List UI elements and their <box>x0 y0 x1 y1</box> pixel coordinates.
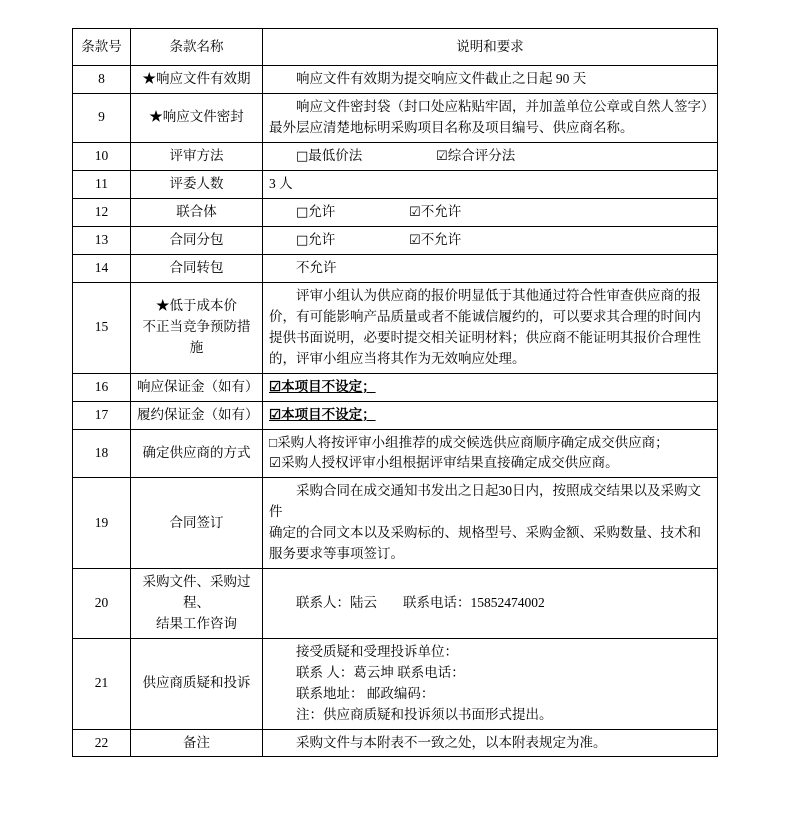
checkbox-unchecked-icon: □ <box>296 148 309 164</box>
clause-name: 响应保证金（如有） <box>131 373 263 401</box>
clause-name: 确定供应商的方式 <box>131 429 263 478</box>
option-label: 综合评分法 <box>447 147 516 163</box>
clause-name: 合同签订 <box>131 478 263 569</box>
option-not-allow[interactable] <box>382 230 461 251</box>
clause-description <box>263 478 718 569</box>
checkbox-checked-icon: ☑ <box>436 148 448 164</box>
desc-line: 联系 人：葛云坤 联系电话： <box>296 664 465 680</box>
table-row <box>73 255 718 283</box>
table-row <box>73 66 718 94</box>
table-row <box>73 283 718 374</box>
desc-emphasis: ☑本项目不设定； <box>269 378 376 394</box>
table-row <box>73 638 718 729</box>
clause-description <box>263 729 718 757</box>
clause-description <box>263 283 718 374</box>
table-row <box>73 569 718 639</box>
desc-line: 的，评审小组应当将其作为无效响应处理。 <box>269 350 526 366</box>
option-allow[interactable] <box>269 202 335 223</box>
option-by-committee[interactable]: ☑采购人授权评审小组根据评审结果直接确定成交供应商。 <box>269 455 619 471</box>
checkbox-unchecked-icon: □ <box>296 204 309 220</box>
clause-name: 备注 <box>131 729 263 757</box>
clause-description <box>263 66 718 94</box>
desc-line: 接受质疑和受理投诉单位： <box>296 643 458 659</box>
clause-no: 17 <box>73 401 131 429</box>
desc-line: 不允许 <box>296 260 337 276</box>
clause-no: 16 <box>73 373 131 401</box>
checkbox-unchecked-icon: □ <box>296 232 309 248</box>
clause-no: 20 <box>73 569 131 639</box>
clause-description: 3 人 <box>263 170 718 198</box>
clause-name: 履约保证金（如有） <box>131 401 263 429</box>
option-label: 允许 <box>308 231 336 247</box>
clause-name <box>131 283 263 374</box>
clause-description <box>263 401 718 429</box>
desc-line: 响应文件密封袋（封口处应粘贴牢固，并加盖单位公章或自然人签字） <box>296 98 715 114</box>
clause-name: ★响应文件密封 <box>131 93 263 142</box>
clause-no: 8 <box>73 66 131 94</box>
checkbox-checked-icon: ☑ <box>409 232 421 248</box>
desc-line: 最外层应清楚地标明采购项目名称及项目编号、供应商名称。 <box>269 119 634 135</box>
clause-no: 13 <box>73 226 131 254</box>
table-header <box>73 29 718 66</box>
option-comprehensive-scoring[interactable] <box>409 146 515 167</box>
clause-description <box>263 638 718 729</box>
desc-line: 价，有可能影响产品质量或者不能诚信履约的，可以要求其合理的时间内 <box>269 308 701 324</box>
clause-no: 9 <box>73 93 131 142</box>
clause-description <box>263 255 718 283</box>
clause-no: 12 <box>73 198 131 226</box>
option-label: 允许 <box>308 203 336 219</box>
option-label: 最低价法 <box>308 147 363 163</box>
clause-name: 评审方法 <box>131 142 263 170</box>
checkbox-checked-icon: ☑ <box>409 204 421 220</box>
desc-line: 注：供应商质疑和投诉须以书面形式提出。 <box>296 706 553 722</box>
desc-line: 采购合同在成交通知书发出之日起30日内，按照成交结果以及采购文件 <box>269 483 701 520</box>
option-not-allow[interactable] <box>382 202 461 223</box>
clause-name-line: 结果工作咨询 <box>156 615 237 631</box>
desc-line: 服务要求等事项签订。 <box>269 546 404 562</box>
desc-line: 联系地址： 邮政编码： <box>296 685 435 701</box>
table-header-row <box>73 29 718 66</box>
clause-no: 22 <box>73 729 131 757</box>
table-body <box>73 66 718 757</box>
table-row <box>73 142 718 170</box>
table-row <box>73 373 718 401</box>
option-label: 不允许 <box>420 203 462 219</box>
clause-description <box>263 429 718 478</box>
desc-line: 响应文件有效期为提交响应文件截止之日起 90 天 <box>296 71 587 86</box>
clause-no: 14 <box>73 255 131 283</box>
contact-person-value: 陆云 <box>350 595 377 611</box>
desc-emphasis: ☑本项目不设定； <box>269 406 376 422</box>
desc-line: 评审小组认为供应商的报价明显低于其他通过符合性审查供应商的报 <box>296 288 701 304</box>
contact-person-label: 联系人： <box>296 595 350 611</box>
clause-description <box>263 569 718 639</box>
contact-line <box>269 593 711 614</box>
clause-name: 评委人数 <box>131 170 263 198</box>
table-row <box>73 93 718 142</box>
table-row <box>73 478 718 569</box>
clause-name: 合同转包 <box>131 255 263 283</box>
header-description: 说明和要求 <box>263 29 718 66</box>
clause-no: 11 <box>73 170 131 198</box>
clause-name <box>131 569 263 639</box>
clause-name: 联合体 <box>131 198 263 226</box>
clause-name-line: 采购文件、采购过程、 <box>142 574 251 611</box>
option-by-ranking[interactable]: □采购人将按评审小组推荐的成交候选供应商顺序确定成交供应商； <box>269 434 669 450</box>
table-row <box>73 429 718 478</box>
clause-name: 供应商质疑和投诉 <box>131 638 263 729</box>
table-row <box>73 226 718 254</box>
option-lowest-price[interactable] <box>269 146 362 167</box>
contact-phone-label: 联系电话： <box>403 595 471 611</box>
table-row <box>73 198 718 226</box>
clause-no: 18 <box>73 429 131 478</box>
clause-name-line: ★低于成本价 <box>156 298 237 314</box>
clause-description <box>263 93 718 142</box>
clause-name: ★响应文件有效期 <box>131 66 263 94</box>
header-clause-no: 条款号 <box>73 29 131 66</box>
header-clause-name: 条款名称 <box>131 29 263 66</box>
contact-phone-value: 15852474002 <box>470 595 545 611</box>
clause-no: 10 <box>73 142 131 170</box>
clause-description <box>263 226 718 254</box>
option-allow[interactable] <box>269 230 335 251</box>
clause-no: 21 <box>73 638 131 729</box>
table-row <box>73 170 718 198</box>
desc-line: 采购文件与本附表不一致之处，以本附表规定为准。 <box>296 734 607 750</box>
clause-no: 15 <box>73 283 131 374</box>
desc-line: 确定的合同文本以及采购标的、规格型号、采购金额、采购数量、技术和 <box>269 525 701 541</box>
clause-name: 合同分包 <box>131 226 263 254</box>
clause-description <box>263 142 718 170</box>
clause-description <box>263 198 718 226</box>
table-row <box>73 729 718 757</box>
procurement-terms-table <box>72 28 718 757</box>
desc-line: 提供书面说明，必要时提交相关证明材料；供应商不能证明其报价合理性 <box>269 329 701 345</box>
clause-name-line: 不正当竞争预防措施 <box>142 319 251 356</box>
option-label: 不允许 <box>420 231 462 247</box>
clause-no: 19 <box>73 478 131 569</box>
clause-description <box>263 373 718 401</box>
table-row <box>73 401 718 429</box>
